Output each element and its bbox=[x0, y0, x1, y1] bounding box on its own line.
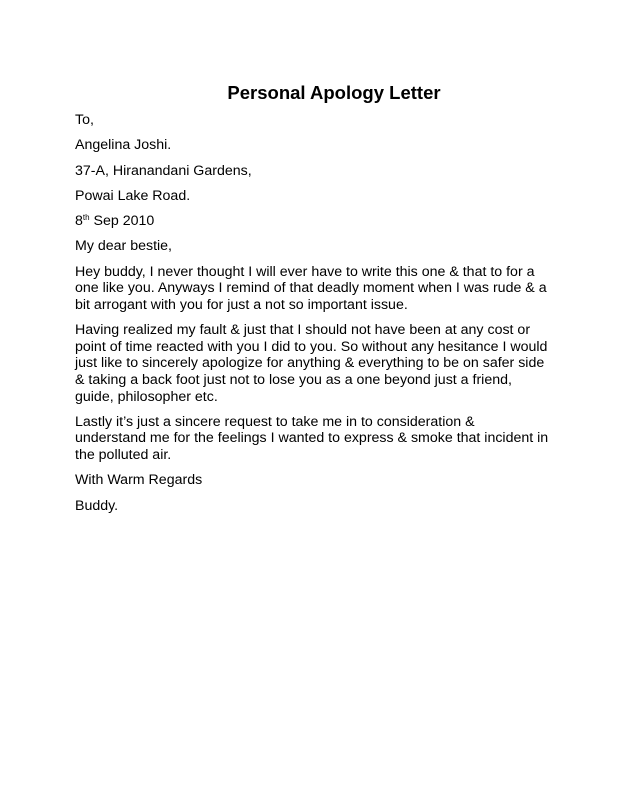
recipient-name: Angelina Joshi. bbox=[75, 137, 172, 154]
letter-body bbox=[75, 112, 570, 523]
paragraph-line: the polluted air. bbox=[75, 447, 172, 463]
paragraph-line: bit arrogant with you for just a not so important issue. bbox=[75, 296, 408, 313]
signature: Buddy. bbox=[75, 497, 119, 514]
paragraph-line: guide, philosopher etc. bbox=[75, 388, 218, 405]
closing: With Warm Regards bbox=[75, 472, 203, 489]
paragraph-line: understand me for the feelings I wanted to express & smoke that incident in bbox=[75, 430, 549, 447]
letter-date bbox=[75, 213, 570, 230]
date-suffix: th bbox=[82, 213, 90, 223]
paragraph-line: Lastly it’s just a sincere request to take me in to consideration & bbox=[75, 413, 475, 430]
page-title: Personal Apology Letter bbox=[227, 82, 441, 103]
paragraph-line: Having realized my fault & just that I should not have been at any cost or bbox=[75, 322, 531, 339]
greeting: My dear bestie, bbox=[75, 238, 172, 255]
salutation-to: To, bbox=[75, 112, 94, 128]
address-line-2: Powai Lake Road. bbox=[75, 187, 191, 204]
address-line-1: 37-A, Hiranandani Gardens, bbox=[75, 162, 252, 179]
paragraph-line: just like to sincerely apologize for anything & everything to be on safer side bbox=[75, 355, 545, 372]
paragraph-2 bbox=[75, 322, 570, 405]
paragraph-1 bbox=[75, 264, 570, 314]
paragraph-3 bbox=[75, 414, 570, 464]
paragraph-line: one like you. Anyways I remind of that deadly moment when I was rude & a bbox=[75, 280, 547, 297]
date-day: 8 bbox=[75, 213, 83, 230]
paragraph-line: Hey buddy, I never thought I will ever have to write this one & that to for a bbox=[75, 263, 535, 280]
paragraph-line: & taking a back foot just not to lose you as a one beyond just a friend, bbox=[75, 371, 512, 388]
date-month-year: Sep 2010 bbox=[89, 213, 155, 230]
paragraph-line: point of time reacted with you I did to you. So without any hesitance I would bbox=[75, 338, 548, 355]
